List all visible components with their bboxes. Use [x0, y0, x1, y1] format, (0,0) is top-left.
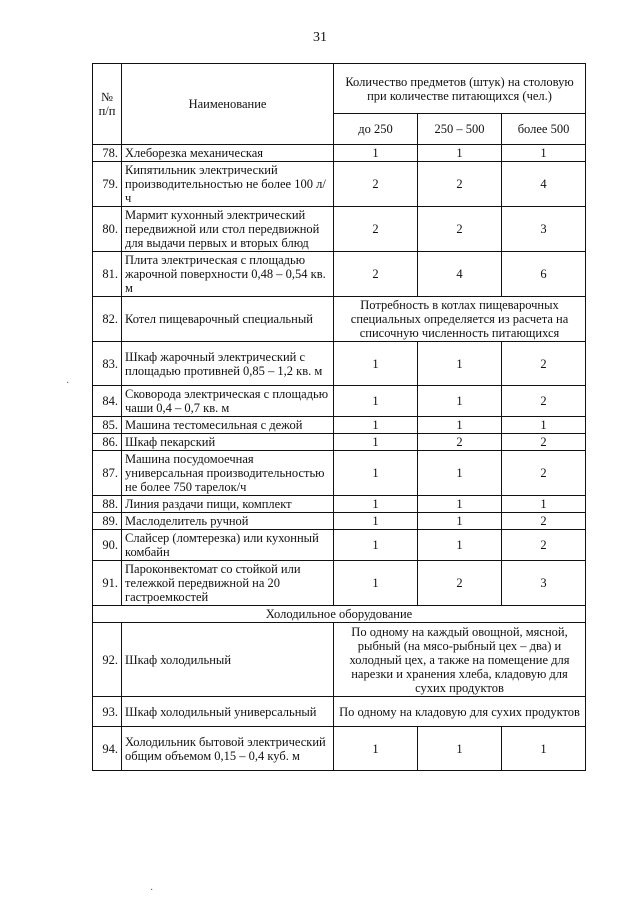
row-number: 82. [93, 297, 122, 342]
table-row [93, 530, 586, 561]
table-row [93, 145, 586, 162]
row-value: 1 [502, 496, 586, 513]
row-name: Шкаф холодильный [122, 623, 334, 697]
row-value: 2 [418, 434, 502, 451]
table-row [93, 162, 586, 207]
row-value: 1 [418, 727, 502, 771]
row-note: Потребность в котлах пищеварочных специальных определяется из расчета на списочную численность питающихся [334, 297, 586, 342]
row-number: 79. [93, 162, 122, 207]
row-number: 85. [93, 417, 122, 434]
row-value: 4 [502, 162, 586, 207]
table-row [93, 252, 586, 297]
row-note: По одному на кладовую для сухих продуктов [334, 697, 586, 727]
header-col-1: до 250 [334, 114, 418, 145]
row-name: Маслоделитель ручной [122, 513, 334, 530]
row-number: 93. [93, 697, 122, 727]
row-value: 1 [418, 530, 502, 561]
row-value: 2 [418, 207, 502, 252]
row-number: 92. [93, 623, 122, 697]
row-name: Пароконвектомат со стойкой или тележкой передвижной на 20 гастроемкостей [122, 561, 334, 606]
row-name: Линия раздачи пищи, комплект [122, 496, 334, 513]
row-name: Шкаф пекарский [122, 434, 334, 451]
row-value: 2 [418, 162, 502, 207]
row-value: 1 [334, 145, 418, 162]
row-name: Машина посудомоечная универсальная производительностью не более 750 тарелок/ч [122, 451, 334, 496]
row-value: 1 [418, 417, 502, 434]
row-number: 87. [93, 451, 122, 496]
row-value: 2 [334, 162, 418, 207]
row-name: Холодильник бытовой электрический общим объемом 0,15 – 0,4 куб. м [122, 727, 334, 771]
row-number: 80. [93, 207, 122, 252]
row-number: 86. [93, 434, 122, 451]
header-name: Наименование [122, 64, 334, 145]
row-number: 94. [93, 727, 122, 771]
equipment-table [92, 63, 586, 771]
row-number: 88. [93, 496, 122, 513]
page-number: 31 [313, 30, 327, 45]
row-value: 1 [502, 417, 586, 434]
row-value: 1 [334, 386, 418, 417]
table-row [93, 727, 586, 771]
row-value: 2 [502, 386, 586, 417]
row-number: 81. [93, 252, 122, 297]
table-row [93, 513, 586, 530]
row-value: 1 [334, 513, 418, 530]
row-value: 3 [502, 561, 586, 606]
row-value: 1 [418, 145, 502, 162]
row-value: 3 [502, 207, 586, 252]
row-number: 84. [93, 386, 122, 417]
row-value: 2 [502, 434, 586, 451]
table-row [93, 623, 586, 697]
row-value: 1 [418, 386, 502, 417]
row-value: 1 [334, 561, 418, 606]
row-value: 1 [418, 496, 502, 513]
scan-speck: · [150, 885, 154, 896]
table-row [93, 417, 586, 434]
row-value: 1 [418, 342, 502, 386]
row-name: Машина тестомесильная с дежой [122, 417, 334, 434]
row-value: 2 [502, 451, 586, 496]
header-col-2: 250 – 500 [418, 114, 502, 145]
table-row [93, 386, 586, 417]
row-number: 78. [93, 145, 122, 162]
row-value: 1 [418, 451, 502, 496]
row-value: 1 [334, 496, 418, 513]
table-row [93, 207, 586, 252]
row-value: 6 [502, 252, 586, 297]
row-value: 2 [502, 530, 586, 561]
row-value: 2 [418, 561, 502, 606]
row-value: 1 [334, 434, 418, 451]
row-value: 1 [334, 727, 418, 771]
header-col-3: более 500 [502, 114, 586, 145]
row-name: Котел пищеварочный специальный [122, 297, 334, 342]
row-name: Мармит кухонный электрический передвижной или стол передвижной для выдачи первых и вторых блюд [122, 207, 334, 252]
row-value: 2 [502, 342, 586, 386]
row-number: 91. [93, 561, 122, 606]
table-row [93, 451, 586, 496]
scan-speck: · [66, 378, 70, 389]
table-row [93, 297, 586, 342]
table-row [93, 496, 586, 513]
row-name: Шкаф жарочный электрический с площадью противней 0,85 – 1,2 кв. м [122, 342, 334, 386]
row-value: 2 [334, 207, 418, 252]
section-title: Холодильное оборудование [93, 606, 586, 623]
table-row [93, 561, 586, 606]
header-num: № п/п [93, 64, 122, 145]
row-value: 1 [334, 342, 418, 386]
row-name: Слайсер (ломтерезка) или кухонный комбайн [122, 530, 334, 561]
table-row [93, 342, 586, 386]
row-name: Плита электрическая с площадью жарочной поверхности 0,48 – 0,54 кв. м [122, 252, 334, 297]
row-note: По одному на каждый овощной, мясной, рыбный (на мясо-рыбный цех – два) и холодный цех, а также на помещение для нарезки и хранения хлеба, кладовую для сухих продуктов [334, 623, 586, 697]
table-row [93, 697, 586, 727]
row-number: 83. [93, 342, 122, 386]
row-number: 89. [93, 513, 122, 530]
row-value: 1 [502, 727, 586, 771]
row-name: Хлеборезка механическая [122, 145, 334, 162]
row-value: 1 [418, 513, 502, 530]
row-name: Шкаф холодильный универсальный [122, 697, 334, 727]
row-value: 1 [334, 451, 418, 496]
row-value: 1 [334, 417, 418, 434]
row-value: 4 [418, 252, 502, 297]
row-value: 1 [502, 145, 586, 162]
row-name: Сковорода электрическая с площадью чаши 0,4 – 0,7 кв. м [122, 386, 334, 417]
row-value: 1 [334, 530, 418, 561]
row-number: 90. [93, 530, 122, 561]
table-row [93, 434, 586, 451]
row-name: Кипятильник электрический производительностью не более 100 л/ч [122, 162, 334, 207]
row-value: 2 [334, 252, 418, 297]
header-quantity: Количество предметов (штук) на столовую при количестве питающихся (чел.) [334, 64, 586, 114]
row-value: 2 [502, 513, 586, 530]
